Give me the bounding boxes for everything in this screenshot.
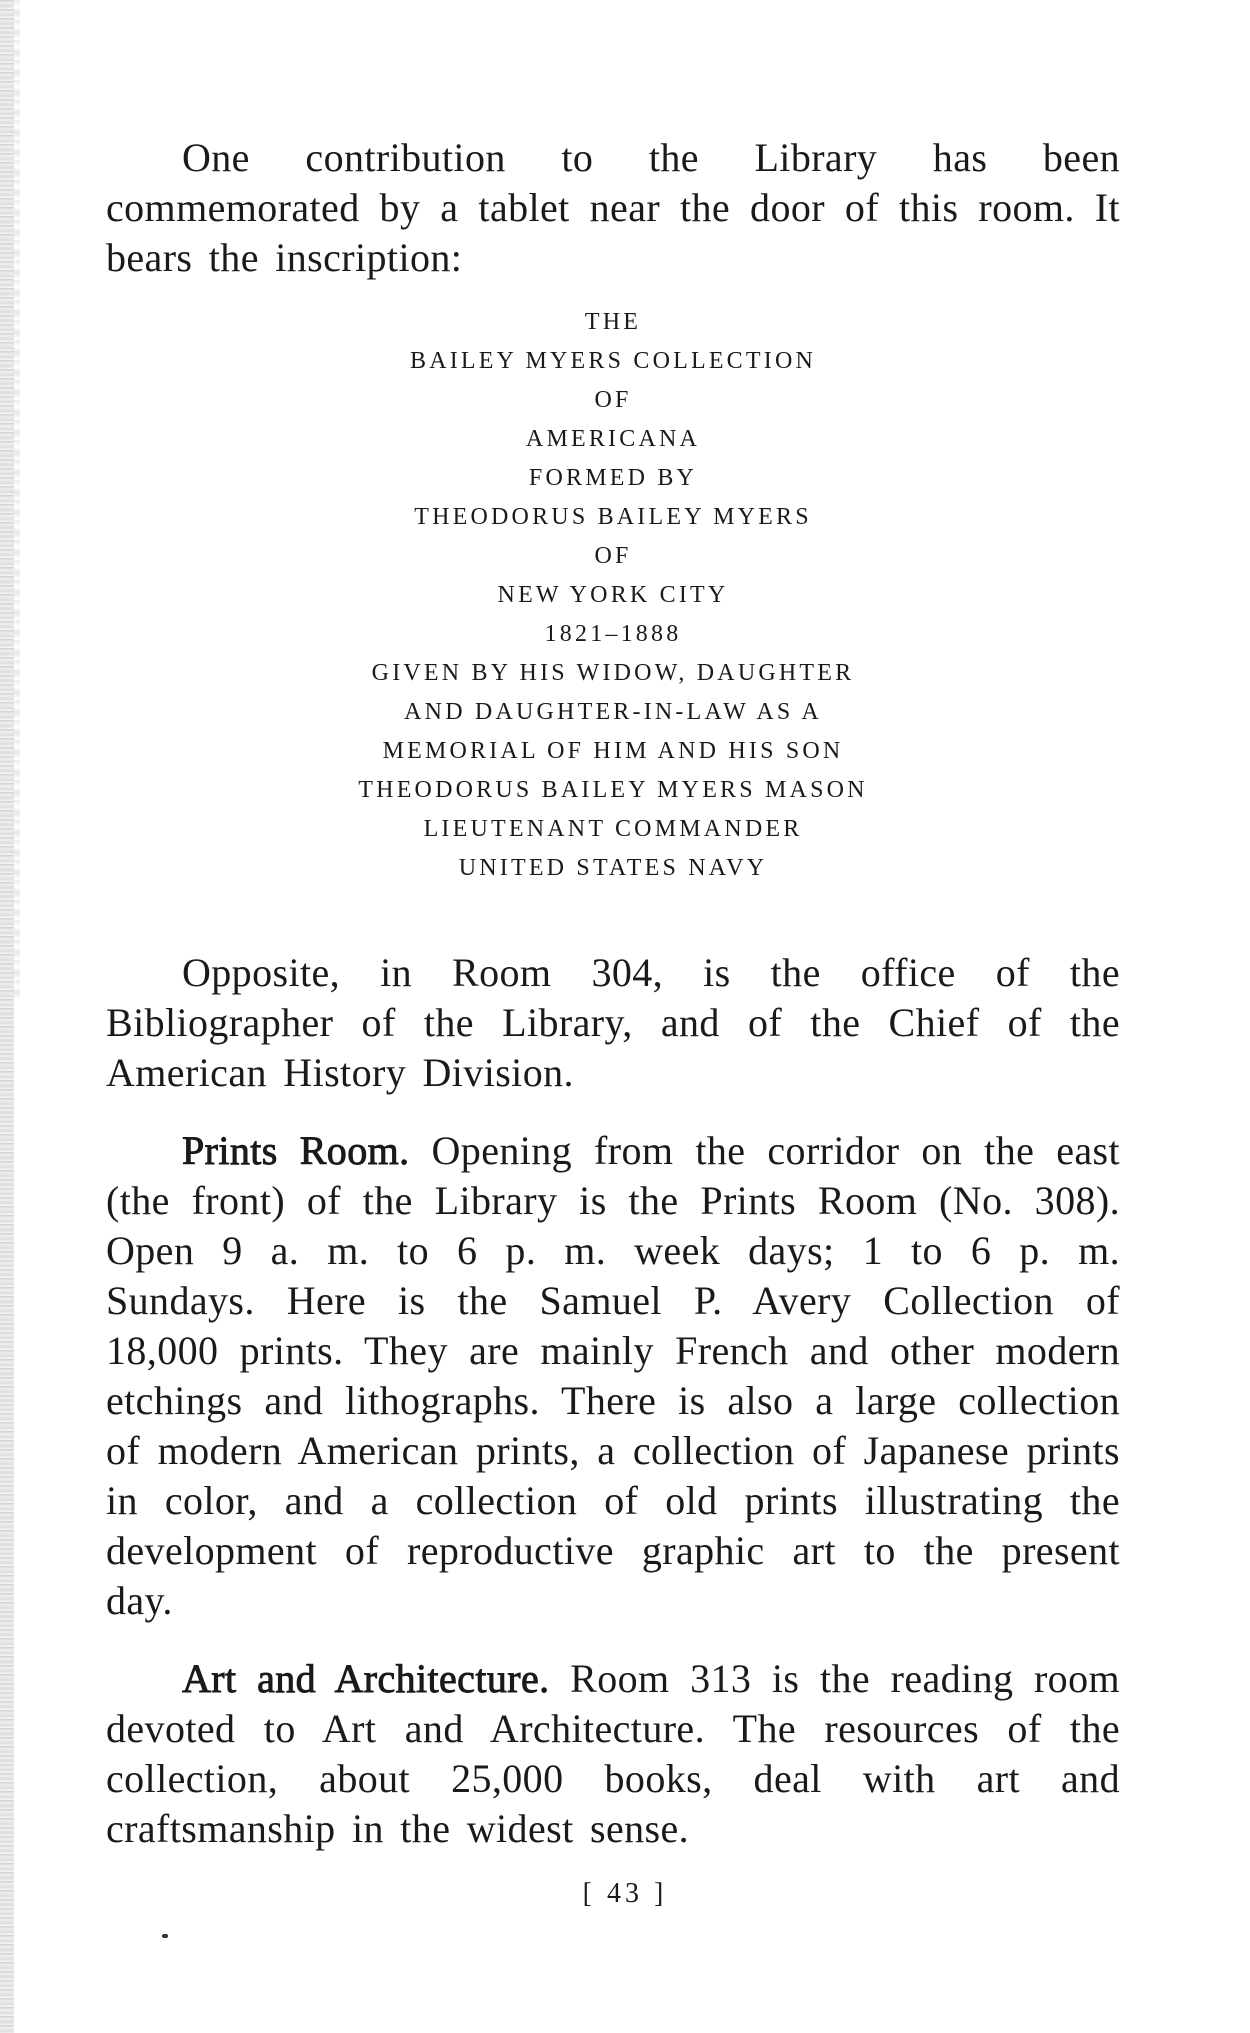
inscription-line: AND DAUGHTER-IN-LAW AS A [404, 699, 822, 725]
section-heading-prints-room: Prints Room. [182, 1128, 410, 1173]
paragraph-text: One contribution to the Library has been commemorated by a tablet near the door of this room. It bears the inscription: [106, 135, 1120, 280]
tablet-inscription [106, 303, 1120, 888]
paragraph-text: Opposite, in Room 304, is the office of the Bibliographer of the Library, and of the Chief of the American History Division. [106, 950, 1120, 1095]
scan-edge-shadow [0, 0, 14, 2033]
page-number: [ 43 ] [582, 1878, 668, 1909]
paragraph-art-architecture [106, 1654, 1120, 1854]
paragraph-text: Room 313 is the reading room devoted to Art and Architecture. The resources of the collection, about 25,000 books, deal with art and craftsmanship in the widest sense. [106, 1656, 1120, 1851]
inscription-line: LIEUTENANT COMMANDER [423, 816, 803, 842]
paragraph-text: Opening from the corridor on the east (the front) of the Library is the Prints Room (No. 308). Open 9 a. m. to 6 p. m. week days; 1 to 6 p. m. Sundays. Here is the Samuel P. Avery Collection of 18,000 prints. They are mainly French and other modern etchings and lithographs. There is also a large collection of modern American prints, a collection of Japanese prints in color, and a collection of old prints illustrating the development of reproductive graphic art to the present day. [106, 1128, 1121, 1623]
inscription-line: NEW YORK CITY [497, 582, 729, 608]
inscription-line: OF [594, 543, 632, 569]
section-heading-art-architecture: Art and Architecture. [182, 1656, 550, 1701]
inscription-line: BAILEY MYERS COLLECTION [409, 348, 817, 374]
paragraph-prints-room [106, 1126, 1120, 1626]
inscription-line: FORMED BY [528, 465, 698, 491]
paragraph-tablet-intro [106, 133, 1120, 283]
inscription-line: AMERICANA [525, 426, 701, 452]
ink-speck [162, 1934, 168, 1938]
inscription-line: THE [584, 309, 642, 335]
inscription-line: 1821–1888 [544, 621, 682, 647]
inscription-line: THEODORUS BAILEY MYERS MASON [358, 777, 868, 803]
inscription-line: GIVEN BY HIS WIDOW, DAUGHTER [371, 660, 855, 686]
inscription-line: MEMORIAL OF HIM AND HIS SON [382, 738, 844, 764]
scan-edge-speckle [14, 0, 20, 1000]
inscription-line: OF [594, 387, 632, 413]
inscription-line: THEODORUS BAILEY MYERS [414, 504, 812, 530]
paragraph-bibliographer [106, 948, 1120, 1098]
inscription-line: UNITED STATES NAVY [458, 855, 768, 881]
